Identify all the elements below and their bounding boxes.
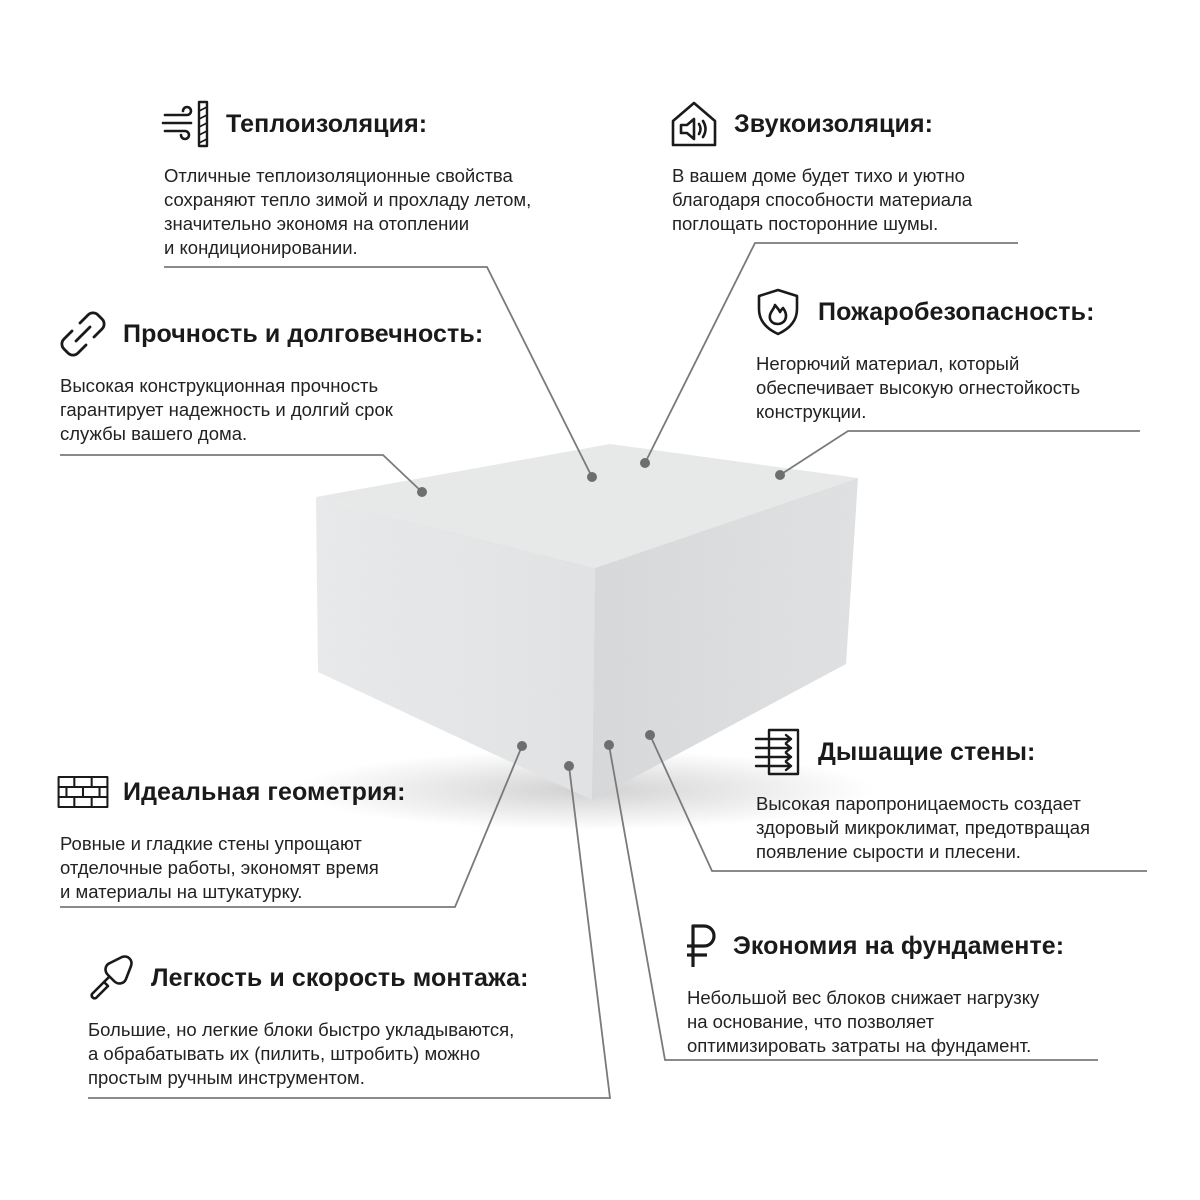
leader-fire xyxy=(780,431,1140,475)
feature-description: Негорючий материал, который обеспечивает высокую огнестойкость конструкции. xyxy=(756,353,1081,422)
dot-thermal xyxy=(587,472,597,482)
feature-ideal-geometry xyxy=(57,766,406,904)
feature-title: Легкость и скорость монтажа: xyxy=(151,963,529,992)
feature-sound-insulation xyxy=(668,98,972,236)
feature-title: Экономия на фундаменте: xyxy=(733,931,1065,960)
feature-thermal-insulation xyxy=(160,98,531,260)
feature-description: Ровные и гладкие стены упрощают отделочные работы, экономят время и материалы на штукатурку. xyxy=(60,833,379,902)
dot-geometry xyxy=(517,741,527,751)
feature-title: Теплоизоляция: xyxy=(226,109,428,138)
wind-wall-icon xyxy=(160,98,212,150)
feature-title: Прочность и долговечность: xyxy=(123,319,484,348)
breathing-wall-icon xyxy=(752,726,804,778)
house-speaker-icon xyxy=(668,98,720,150)
feature-description: Отличные теплоизоляционные свойства сохраняют тепло зимой и прохладу летом, значительно экономя на отоплении и кондиционировании. xyxy=(164,165,532,258)
feature-easy-installation xyxy=(85,952,529,1090)
feature-foundation-savings xyxy=(683,920,1064,1058)
feature-title: Идеальная геометрия: xyxy=(123,777,406,806)
feature-description: Большие, но легкие блоки быстро укладываются, а обрабатывать их (пилить, штробить) можно простым ручным инструментом. xyxy=(88,1019,515,1088)
chain-link-icon xyxy=(57,308,109,360)
leader-strength xyxy=(60,455,422,492)
feature-strength-durability xyxy=(57,308,483,446)
shield-flame-icon xyxy=(752,286,804,338)
feature-description: Высокая паропроницаемость создает здоровый микроклимат, предотвращая появление сырости и плесени. xyxy=(756,793,1091,862)
feature-description: Высокая конструкционная прочность гарантирует надежность и долгий срок службы вашего дома. xyxy=(60,375,393,444)
feature-description: Небольшой вес блоков снижает нагрузку на основание, что позволяет оптимизировать затраты на фундамент. xyxy=(687,987,1040,1056)
dot-strength xyxy=(417,487,427,497)
dot-foundation xyxy=(604,740,614,750)
trowel-icon xyxy=(85,952,137,1004)
feature-breathing-walls xyxy=(752,726,1090,864)
dot-install xyxy=(564,761,574,771)
dot-breath xyxy=(645,730,655,740)
ruble-icon xyxy=(683,920,719,972)
dot-fire xyxy=(775,470,785,480)
dot-sound xyxy=(640,458,650,468)
feature-title: Пожаробезопасность: xyxy=(818,297,1095,326)
brick-wall-icon xyxy=(57,766,109,818)
feature-title: Звукоизоляция: xyxy=(734,109,934,138)
feature-fire-safety xyxy=(752,286,1095,424)
feature-title: Дышащие стены: xyxy=(818,737,1036,766)
feature-description: В вашем доме будет тихо и уютно благодаря способности материала поглощать посторонние шумы. xyxy=(672,165,973,234)
